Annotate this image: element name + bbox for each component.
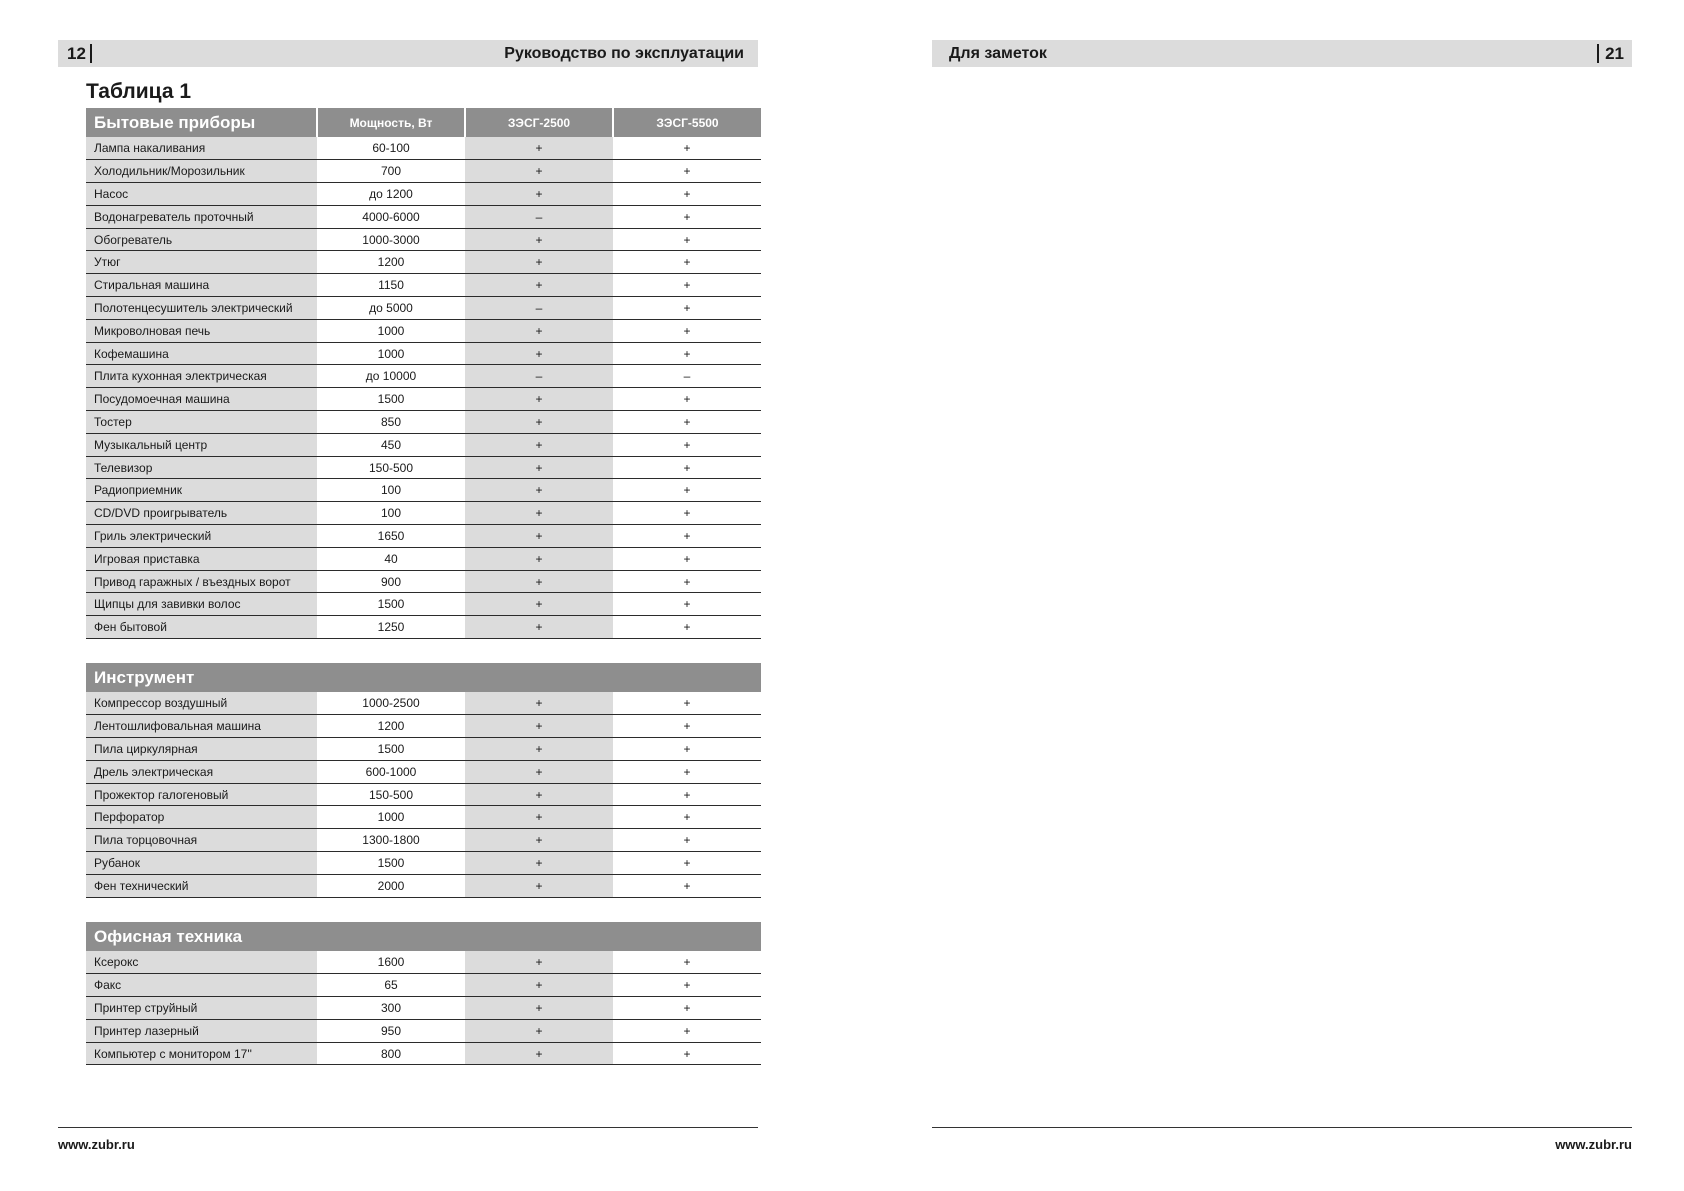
model2-cell: + [613, 183, 761, 206]
model1-cell: – [465, 365, 613, 388]
appliance-name-cell: Музыкальный центр [86, 433, 317, 456]
model1-cell: + [465, 228, 613, 251]
appliance-name-cell: Лентошлифовальная машина [86, 715, 317, 738]
table-row [86, 456, 761, 479]
model1-cell: + [465, 738, 613, 761]
power-cell: до 1200 [317, 183, 465, 206]
model2-cell: + [613, 738, 761, 761]
table-row [86, 997, 761, 1020]
table-row [86, 760, 761, 783]
table-row [86, 479, 761, 502]
model2-cell: + [613, 715, 761, 738]
model2-cell: + [613, 274, 761, 297]
appliance-name-cell: Принтер струйный [86, 997, 317, 1020]
power-cell: 700 [317, 160, 465, 183]
tools-table-body [86, 692, 761, 897]
table-header-row [86, 922, 761, 951]
appliance-name-cell: Телевизор [86, 456, 317, 479]
model1-column-header: ЗЭСГ-2500 [465, 108, 613, 137]
section-title: Бытовые приборы [86, 108, 317, 137]
power-cell: 1500 [317, 388, 465, 411]
model2-cell: + [613, 616, 761, 639]
power-cell: 900 [317, 570, 465, 593]
table-row [86, 274, 761, 297]
power-cell: 1600 [317, 951, 465, 974]
power-cell: 2000 [317, 874, 465, 897]
table-row [86, 365, 761, 388]
appliance-name-cell: Фен технический [86, 874, 317, 897]
power-cell: 1000-2500 [317, 692, 465, 715]
model1-cell: + [465, 342, 613, 365]
model1-cell: + [465, 433, 613, 456]
table-row [86, 228, 761, 251]
model2-cell: + [613, 479, 761, 502]
table-row [86, 974, 761, 997]
right-header-bar [932, 40, 1632, 67]
model1-cell: + [465, 974, 613, 997]
model1-cell: + [465, 160, 613, 183]
table-title: Таблица 1 [86, 80, 192, 103]
model1-cell: + [465, 783, 613, 806]
model2-cell: + [613, 852, 761, 875]
appliance-name-cell: Утюг [86, 251, 317, 274]
left-page-number [58, 40, 100, 67]
appliance-name-cell: Фен бытовой [86, 616, 317, 639]
power-cell: 1650 [317, 525, 465, 548]
table-row [86, 525, 761, 548]
table-row [86, 547, 761, 570]
model2-cell: + [613, 502, 761, 525]
model1-cell: + [465, 319, 613, 342]
model2-cell: + [613, 547, 761, 570]
power-cell: 950 [317, 1019, 465, 1042]
left-footer-url: www.zubr.ru [58, 1137, 135, 1152]
table-row [86, 433, 761, 456]
appliances-table [86, 108, 761, 639]
appliance-name-cell: Рубанок [86, 852, 317, 875]
left-header-bar [58, 40, 758, 67]
table-row [86, 137, 761, 160]
power-cell: 450 [317, 433, 465, 456]
power-cell: до 5000 [317, 297, 465, 320]
appliance-name-cell: Пила циркулярная [86, 738, 317, 761]
model2-cell: + [613, 411, 761, 434]
table-row [86, 160, 761, 183]
table-header-row [86, 108, 761, 137]
model2-cell: + [613, 1042, 761, 1065]
power-cell: 1200 [317, 715, 465, 738]
appliance-name-cell: Факс [86, 974, 317, 997]
model1-cell: + [465, 829, 613, 852]
power-cell: 65 [317, 974, 465, 997]
appliance-name-cell: Гриль электрический [86, 525, 317, 548]
model1-cell: + [465, 1019, 613, 1042]
power-cell: до 10000 [317, 365, 465, 388]
power-cell: 1250 [317, 616, 465, 639]
right-page-number-text: 21 [1605, 43, 1624, 63]
appliance-name-cell: Лампа накаливания [86, 137, 317, 160]
model1-cell: + [465, 852, 613, 875]
power-cell: 60-100 [317, 137, 465, 160]
appliance-name-cell: Холодильник/Морозильник [86, 160, 317, 183]
model1-cell: + [465, 951, 613, 974]
model1-cell: + [465, 479, 613, 502]
right-footer-divider [932, 1127, 1632, 1128]
appliance-name-cell: Посудомоечная машина [86, 388, 317, 411]
right-footer-url: www.zubr.ru [1555, 1137, 1632, 1152]
power-cell: 40 [317, 547, 465, 570]
model2-cell: + [613, 593, 761, 616]
power-cell: 1000 [317, 806, 465, 829]
appliance-name-cell: Привод гаражных / въездных ворот [86, 570, 317, 593]
model2-cell: + [613, 783, 761, 806]
office-table-body [86, 951, 761, 1065]
power-cell: 1150 [317, 274, 465, 297]
model1-cell: + [465, 715, 613, 738]
model2-cell: + [613, 160, 761, 183]
table-row [86, 715, 761, 738]
table-row [86, 874, 761, 897]
page-number-divider [90, 44, 92, 63]
table-row [86, 570, 761, 593]
appliance-name-cell: Принтер лазерный [86, 1019, 317, 1042]
table-row [86, 1019, 761, 1042]
power-cell: 1500 [317, 738, 465, 761]
model2-column-header: ЗЭСГ-5500 [613, 108, 761, 137]
model2-cell: + [613, 951, 761, 974]
section-title: Инструмент [86, 663, 761, 692]
table-row [86, 388, 761, 411]
left-footer-divider [58, 1127, 758, 1128]
appliance-name-cell: Компьютер с монитором 17'' [86, 1042, 317, 1065]
model2-cell: + [613, 388, 761, 411]
power-cell: 1000 [317, 319, 465, 342]
appliance-name-cell: Радиоприемник [86, 479, 317, 502]
model2-cell: + [613, 433, 761, 456]
appliance-name-cell: Насос [86, 183, 317, 206]
table-row [86, 251, 761, 274]
model1-cell: + [465, 692, 613, 715]
model2-cell: + [613, 692, 761, 715]
table-row [86, 502, 761, 525]
model2-cell: + [613, 974, 761, 997]
model1-cell: – [465, 205, 613, 228]
power-cell: 1200 [317, 251, 465, 274]
tools-table [86, 663, 761, 898]
model1-cell: + [465, 874, 613, 897]
power-cell: 1500 [317, 593, 465, 616]
model1-cell: + [465, 547, 613, 570]
model2-cell: + [613, 137, 761, 160]
appliance-name-cell: Микроволновая печь [86, 319, 317, 342]
appliance-name-cell: Плита кухонная электрическая [86, 365, 317, 388]
model2-cell: + [613, 297, 761, 320]
appliance-name-cell: Полотенцесушитель электрический [86, 297, 317, 320]
left-page-number-text: 12 [67, 43, 86, 63]
model1-cell: + [465, 502, 613, 525]
appliance-name-cell: Пила торцовочная [86, 829, 317, 852]
right-page-number [1589, 40, 1632, 67]
appliances-table-body [86, 137, 761, 639]
power-cell: 1300-1800 [317, 829, 465, 852]
model1-cell: + [465, 274, 613, 297]
table-row [86, 411, 761, 434]
appliance-name-cell: Компрессор воздушный [86, 692, 317, 715]
power-cell: 100 [317, 479, 465, 502]
model2-cell: + [613, 874, 761, 897]
appliance-name-cell: Обогреватель [86, 228, 317, 251]
model2-cell: + [613, 806, 761, 829]
page-number-divider [1597, 44, 1599, 63]
model1-cell: + [465, 593, 613, 616]
model1-cell: + [465, 525, 613, 548]
appliance-name-cell: Тостер [86, 411, 317, 434]
appliance-name-cell: Прожектор галогеновый [86, 783, 317, 806]
table-header-row [86, 663, 761, 692]
model1-cell: + [465, 411, 613, 434]
power-cell: 1500 [317, 852, 465, 875]
table-row [86, 342, 761, 365]
model2-cell: + [613, 829, 761, 852]
model1-cell: + [465, 183, 613, 206]
appliance-name-cell: Водонагреватель проточный [86, 205, 317, 228]
model1-cell: + [465, 997, 613, 1020]
appliance-name-cell: Дрель электрическая [86, 760, 317, 783]
table-row [86, 616, 761, 639]
appliance-name-cell: Игровая приставка [86, 547, 317, 570]
model2-cell: + [613, 1019, 761, 1042]
model1-cell: + [465, 616, 613, 639]
model2-cell: + [613, 319, 761, 342]
model2-cell: + [613, 342, 761, 365]
power-cell: 850 [317, 411, 465, 434]
right-page [842, 0, 1684, 1191]
table-row [86, 806, 761, 829]
power-cell: 1000 [317, 342, 465, 365]
power-cell: 150-500 [317, 783, 465, 806]
power-cell: 150-500 [317, 456, 465, 479]
model2-cell: + [613, 205, 761, 228]
power-column-header: Мощность, Вт [317, 108, 465, 137]
table-row [86, 829, 761, 852]
left-header-title: Руководство по эксплуатации [504, 44, 744, 62]
office-table [86, 922, 761, 1065]
power-cell: 100 [317, 502, 465, 525]
table-row [86, 1042, 761, 1065]
table-row [86, 951, 761, 974]
model1-cell: + [465, 760, 613, 783]
power-cell: 600-1000 [317, 760, 465, 783]
power-cell: 300 [317, 997, 465, 1020]
model1-cell: + [465, 251, 613, 274]
model1-cell: + [465, 456, 613, 479]
appliance-name-cell: Стиральная машина [86, 274, 317, 297]
table-row [86, 183, 761, 206]
model2-cell: + [613, 760, 761, 783]
table-row [86, 852, 761, 875]
model2-cell: + [613, 570, 761, 593]
table-row [86, 783, 761, 806]
model2-cell: – [613, 365, 761, 388]
table-row [86, 319, 761, 342]
model1-cell: + [465, 570, 613, 593]
model1-cell: – [465, 297, 613, 320]
appliance-name-cell: Кофемашина [86, 342, 317, 365]
model1-cell: + [465, 1042, 613, 1065]
model2-cell: + [613, 997, 761, 1020]
appliance-name-cell: Ксерокс [86, 951, 317, 974]
table-row [86, 593, 761, 616]
right-header-title: Для заметок [949, 44, 1047, 62]
table-row [86, 297, 761, 320]
appliance-name-cell: Щипцы для завивки волос [86, 593, 317, 616]
appliance-name-cell: Перфоратор [86, 806, 317, 829]
model2-cell: + [613, 251, 761, 274]
model2-cell: + [613, 525, 761, 548]
appliance-name-cell: CD/DVD проигрыватель [86, 502, 317, 525]
power-cell: 1000-3000 [317, 228, 465, 251]
power-cell: 800 [317, 1042, 465, 1065]
model2-cell: + [613, 228, 761, 251]
model1-cell: + [465, 388, 613, 411]
power-cell: 4000-6000 [317, 205, 465, 228]
model2-cell: + [613, 456, 761, 479]
table-row [86, 738, 761, 761]
model1-cell: + [465, 137, 613, 160]
table-row [86, 205, 761, 228]
section-title: Офисная техника [86, 922, 761, 951]
table-row [86, 692, 761, 715]
model1-cell: + [465, 806, 613, 829]
